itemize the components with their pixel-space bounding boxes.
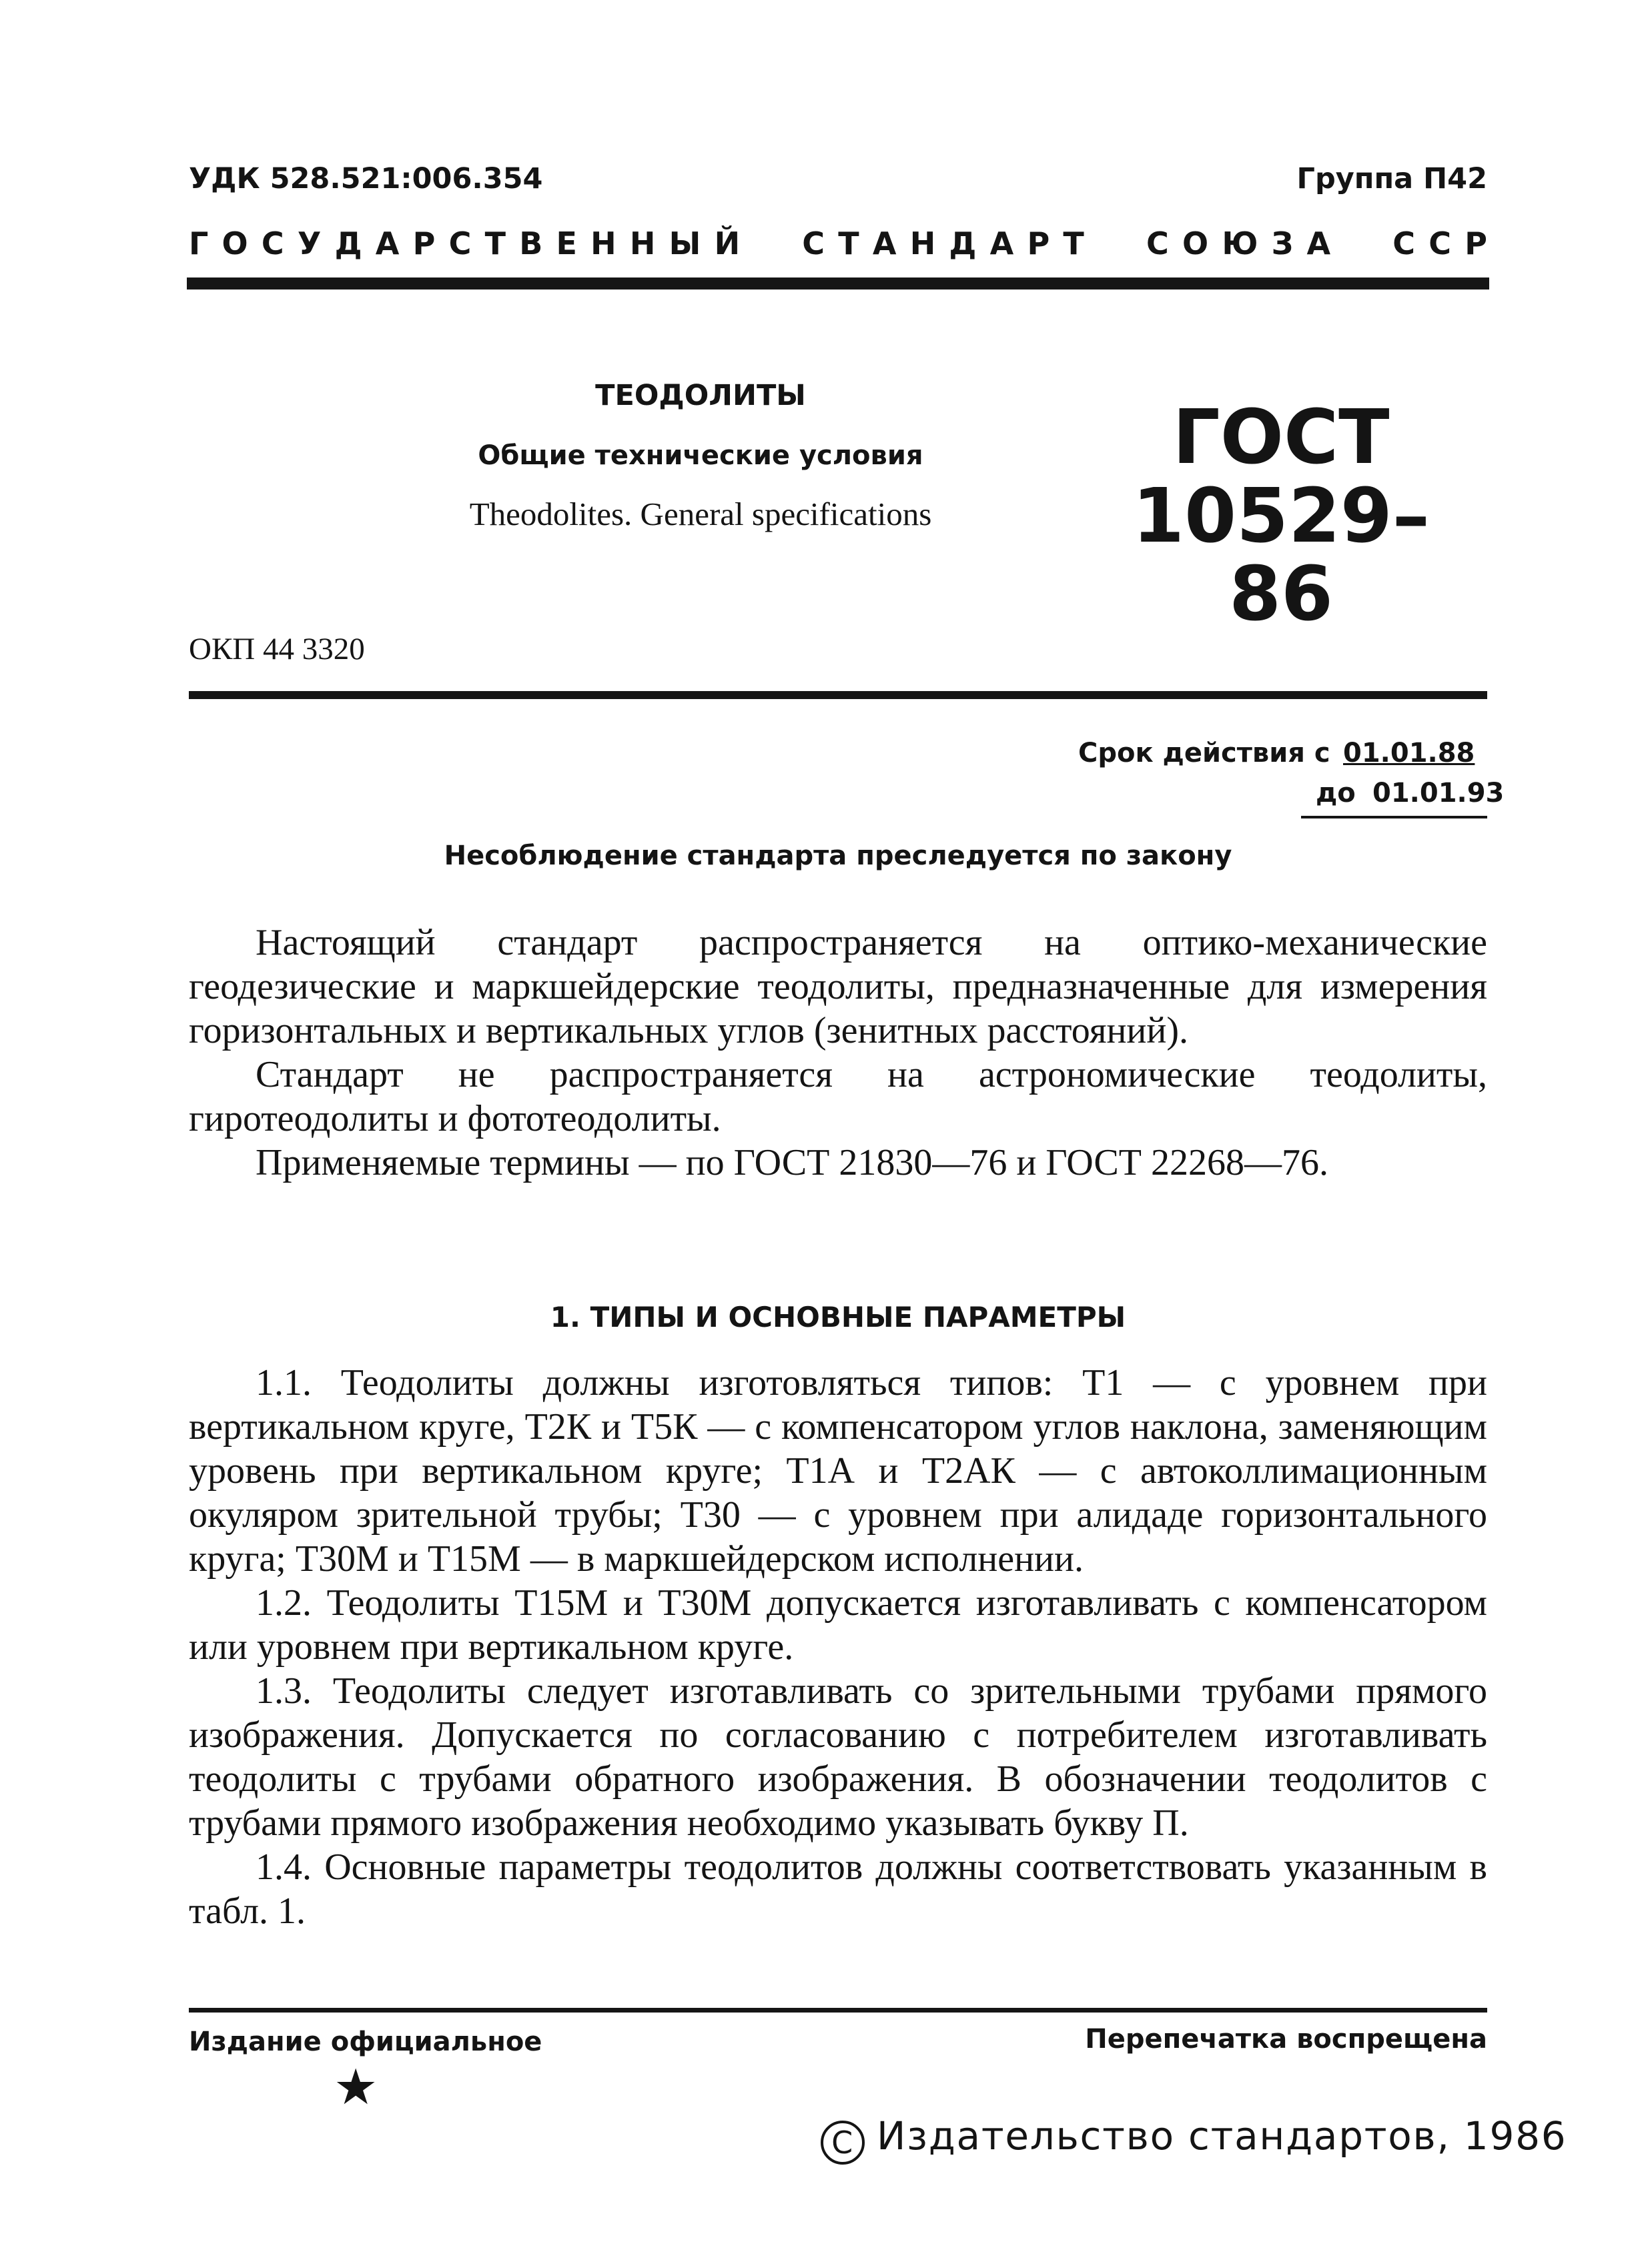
section-heading: 1. ТИПЫ И ОСНОВНЫЕ ПАРАМЕТРЫ: [550, 1301, 1126, 1333]
intro-paragraph: Применяемые термины — по ГОСТ 21830—76 и ГОСТ 22268—76.: [256, 1142, 1328, 1183]
udk-code: УДК 528.521:006.354: [189, 162, 543, 195]
edition-note: Издание официальное: [189, 2027, 542, 2057]
copyright-icon: C: [821, 2121, 865, 2165]
state-word-3: СОЮЗА: [1146, 225, 1344, 261]
validity-underline: [1301, 816, 1487, 818]
intro-paragraph: Настоящий стандарт распространяется на оптико-механические геодезические и маркшейдерские теодолиты, предназначенные для измерения горизонтальных и вертикальных углов (зенитных расстояний).: [189, 922, 1487, 1051]
publisher: Издательство стандартов, 1986: [877, 2113, 1567, 2159]
section-text: [189, 1361, 1487, 1933]
document-subtitle: Общие технические условия: [478, 440, 923, 471]
gost-label: ГОСТ: [1172, 394, 1390, 481]
state-standard-heading: [189, 225, 1501, 261]
legal-warning: Несоблюдение стандарта преследуется по закону: [444, 840, 1232, 871]
copyright-line: [821, 2113, 1567, 2165]
document-title: ТЕОДОЛИТЫ: [595, 379, 806, 412]
group-code: Группа П42: [1296, 162, 1487, 195]
intro-paragraph: Стандарт не распространяется на астрономические теодолиты, гиротеодолиты и фототеодолиты.: [189, 1054, 1487, 1139]
validity-to-label: до: [1316, 778, 1356, 808]
clause-1-1: 1.1. Теодолиты должны изготовляться типов: Т1 — с уровнем при вертикальном круге, Т2К и Т5К — с компенсатором углов наклона, заменяющим уровень при вертикальном круге; Т1А и Т2АК — с автоколлимационным окуляром зрительной трубы; Т30 — с уровнем при алидаде горизонтального круга; Т30М и Т15М — в маркшейдерском исполнении.: [189, 1362, 1487, 1580]
document-title-english: Theodolites. General specifications: [469, 496, 932, 532]
validity-label: Срок действия с: [1078, 738, 1330, 768]
reprint-note: Перепечатка воспрещена: [1085, 2024, 1487, 2055]
okp-code: ОКП 44 3320: [189, 632, 365, 666]
validity-to-date: 01.01.93: [1372, 778, 1505, 808]
title-divider: [189, 691, 1487, 699]
clause-1-3: 1.3. Теодолиты следует изготавливать со зрительными трубами прямого изображения. Допускается по согласованию с потребителем изготавливать теодолиты с трубами обратного изображения. В обозначении теодолитов с трубами прямого изображения необходимо указывать букву П.: [189, 1670, 1487, 1844]
validity-from-date: 01.01.88: [1343, 738, 1475, 768]
footer-divider: [189, 2008, 1487, 2013]
state-word-1: ГОСУДАРСТВЕННЫЙ: [189, 225, 754, 261]
intro-text: [189, 921, 1487, 1185]
header-divider: [187, 277, 1489, 290]
state-word-4: ССР: [1392, 225, 1501, 261]
clause-1-4: 1.4. Основные параметры теодолитов должны соответствовать указанным в табл. 1.: [189, 1846, 1487, 1932]
state-word-2: СТАНДАРТ: [802, 225, 1098, 261]
clause-1-2: 1.2. Теодолиты Т15М и Т30М допускается изготавливать с компенсатором или уровнем при вертикальном круге.: [189, 1582, 1487, 1668]
gost-number: 10529–86: [1132, 472, 1430, 638]
star-icon: ★: [334, 2059, 378, 2116]
gost-designation: [1094, 394, 1468, 638]
